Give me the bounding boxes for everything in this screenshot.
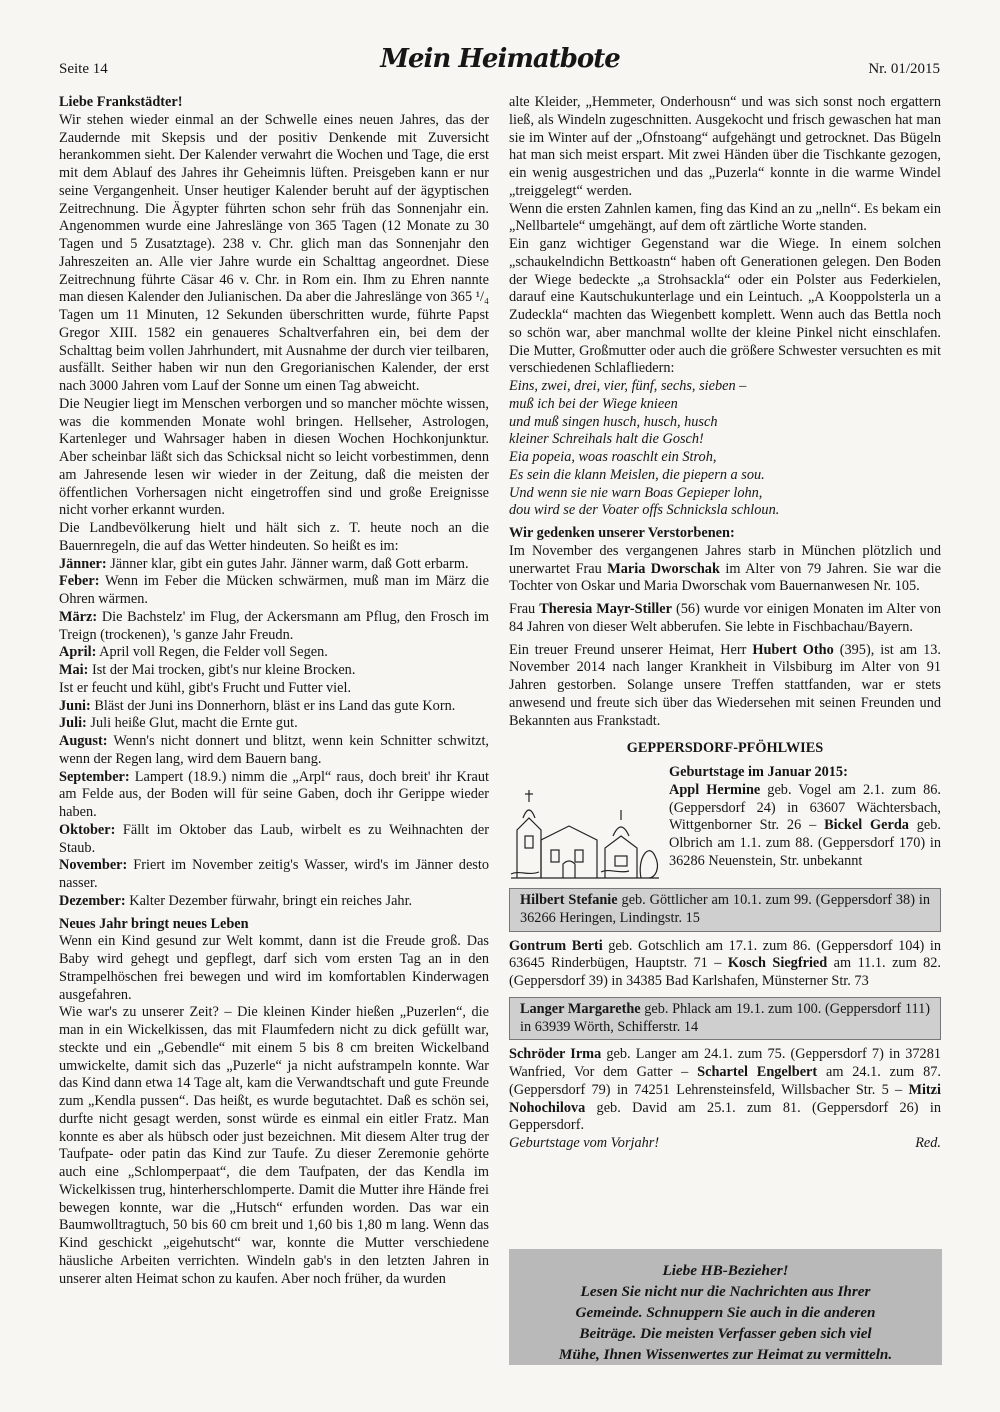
verse-line: Und wenn sie nie warn Boas Gepieper lohn,	[509, 484, 763, 501]
paragraph: Wir stehen wieder einmal an der Schwelle eines neuen Jahres, das der Zaudernde mit Skepsis und der positiv Denkende mit Zuversicht herankommen sieht. Der Kalender verwahrt die Wochen und Tage, die erst mit dem Ablauf des Jahres ihr Geheimnis lüften. Preisgeben kann er nur seine Vergangenheit. Unser heutiger Kalender beruht auf der ägyptischen Zeitrechnung. Die Ägypter führten schon sehr früh das Sonnenjahr ein. Angenommen wurde eine Jahreslänge von 365 Tagen (12 Monate zu 30 Tagen und 5 Zusatztage). 238 v. Chr. glich man das Sonnenjahr den Jahreszeiten an. Alle vier Jahre wurde ein Schalttag angeordnet. Diese Zeitrechnung führte Cäsar 46 v. Chr. in Rom ein. Ihm zu Ehren nannte man diesen Kalender den Julianischen. Da aber die Jahreslänge von 365 ¹/₄ Tagen um 11 Minuten, 12 Sekunden überschritten wurde, führte Papst Gregor XIII. 1582 ein genaueres Schaltverfahren ein, bei dem der Schalttag beim vollen Jahrhundert, mit Ausnahme der durch vier teilbaren, ausfällt. Seither haben wir nun den Gregorianischen Kalender, der erst nach 3000 Jahren vom Lauf der Sonne um einen Tag abweicht.	[59, 111, 489, 394]
rule-text: Ist er feucht und kühl, gibt's Frucht und Futter viel.	[59, 679, 352, 696]
verse-line: Es sein die klann Meislen, die piepern a sou.	[509, 466, 765, 483]
highlight-birthday-entry: Hilbert Stefanie geb. Göttlicher am 10.1. zum 99. (Geppersdorf 38) in 36266 Heringen, Lindingstr. 15	[509, 888, 941, 932]
paragraph: Die Landbevölkerung hielt und hält sich z. T. heute noch an die Bauernregeln, die auf das Wetter hindeuten. So heißt es im:	[59, 520, 489, 554]
rule-item	[59, 556, 489, 574]
masthead-title: Mein Heimatbote	[380, 44, 620, 74]
person-name: Langer Margarethe	[520, 1000, 641, 1017]
birthday-text	[669, 764, 941, 882]
verse-line: Eia popeia, woas roaschlt ein Stroh,	[509, 449, 717, 465]
rule-text: Kalter Dezember fürwahr, bringt ein reiches Jahr.	[125, 892, 413, 909]
deceased-name: Theresia Mayr-Stiller	[539, 601, 672, 617]
notice-line: Liebe HB-Bezieher!	[662, 1262, 789, 1279]
rule-item	[59, 609, 489, 645]
paragraph: Wenn ein Kind gesund zur Welt kommt, dann ist die Freude groß. Das Baby wird gehegt und gepflegt, darf sich vom ersten Tag an in den Strampelhöschen frei bewegen und wird im komfortablen Kinderwagen ausgefahren.	[59, 933, 489, 1003]
birthday-footer	[509, 1135, 941, 1153]
rule-item	[59, 769, 489, 822]
birthday-entry: Gontrum Berti geb. Gotschlich am 17.1. zum 86. (Geppersdorf 104) in 63645 Rinderbügen, Hauptstr. 71 – Kosch Siegfried am 11.1. zum 82. (Geppersdorf 39) in 34385 Bad Karlshafen, Münsterner Str. 73	[509, 937, 941, 989]
section-heading: Liebe Frankstädter!	[59, 94, 183, 110]
verse-line: Eins, zwei, drei, vier, fünf, sechs, sieben –	[509, 378, 747, 394]
rule-month: Dezember:	[59, 892, 126, 909]
person-name: Schröder Irma	[509, 1046, 602, 1063]
obituary-heading: Wir gedenken unserer Verstorbenen:	[509, 525, 735, 541]
page-number: Seite 14	[59, 61, 108, 77]
person-name: Appl Hermine	[669, 781, 761, 798]
person-name: Schartel Engelbert	[697, 1064, 818, 1080]
paragraph: Wenn die ersten Zahnlen kamen, fing das Kind an zu „nelln“. Es bekam ein „Nellbartele“ umgehängt, auf dem oft zärtliche Worte standen.	[509, 200, 941, 235]
rule-month: November:	[59, 857, 128, 874]
verse-line: kleiner Schreihals halt die Gosch!	[509, 431, 704, 448]
highlight-birthday-entry: Langer Margarethe geb. Phlack am 19.1. zum 100. (Geppersdorf 111) in 63939 Wörth, Schifferstr. 14	[509, 997, 941, 1041]
rule-month: Feber:	[59, 573, 100, 590]
rule-text: Lampert (18.9.) nimm die „Arpl“ raus, doch breit' ihr Kraut am Felde aus, der Boden will für seine Gaben, doch ihr Gerippe wieder haben.	[59, 768, 489, 820]
verse-line: und muß singen husch, husch, husch	[509, 413, 718, 430]
rule-text: Friert im November zeitig's Wasser, wird's im Jänner desto nasser.	[59, 857, 489, 891]
rule-month: Juli:	[59, 715, 87, 732]
rule-item	[59, 857, 489, 893]
notice-line: Mühe, Ihnen Wissenwertes zur Heimat zu vermitteln.	[558, 1346, 893, 1363]
person-name: Gontrum Berti	[509, 937, 603, 954]
birthday-entry: Schröder Irma geb. Langer am 24.1. zum 75. (Geppersdorf 7) in 37281 Wanfried, Vor dem Gatter – Schartel Engelbert am 24.1. zum 87. (Geppersdorf 79) in 74251 Lehrensteinsfeld, Willsbacher Str. 5 – Mitzi Nohochilova geb. David am 25.1. zum 81. (Geppersdorf 26) in Geppersdorf.	[509, 1046, 941, 1134]
rule-item	[59, 893, 489, 911]
rule-month: Juni:	[59, 697, 91, 714]
rule-text: Ist der Mai trocken, gibt's nur kleine Brocken.	[88, 662, 356, 678]
rule-text: Fällt im Oktober das Laub, wirbelt es zu Weihnachten der Staub.	[59, 821, 489, 856]
rule-text: Wenn's nicht donnert und blitzt, wenn kein Schnitter schwitzt, wenn der Regen lang, wird dem Bauern bang.	[59, 733, 489, 767]
rule-item	[59, 680, 489, 698]
rule-item	[59, 662, 489, 680]
rule-month: Mai:	[59, 662, 89, 678]
previous-year-note: Geburtstage vom Vorjahr!	[509, 1135, 660, 1151]
farmer-rules-list	[59, 556, 489, 911]
left-column	[59, 94, 489, 1288]
rule-text: April voll Regen, die Felder voll Segen.	[96, 644, 328, 661]
lullaby-verse	[509, 378, 941, 520]
rule-item	[59, 573, 489, 609]
person-name: Hilbert Stefanie	[520, 892, 618, 908]
rule-item	[59, 822, 489, 858]
obituary-paragraph: Frau Theresia Mayr-Stiller (56) wurde vor einigen Monaten im Alter von 84 Jahren von dieser Welt abberufen. Sie lebte in Fischbachau/Bayern.	[509, 601, 942, 635]
rule-text: Die Bachstelz' im Flug, der Ackersmann am Pflug, den Frosch im Treign (trockenen), 's ganze Jahr Freudn.	[59, 608, 489, 643]
notice-line: Lesen Sie nicht nur die Nachrichten aus Ihrer	[580, 1283, 871, 1300]
deceased-name: Maria Dworschak	[607, 560, 720, 577]
rule-month: Jänner:	[59, 555, 107, 572]
person-name: Mitzi Nohochilova	[509, 1081, 941, 1116]
rule-item	[59, 644, 489, 662]
paragraph: Ein ganz wichtiger Gegenstand war die Wiege. In einem solchen „schaukelndichn Bettkoastn“ haben oft Generationen gelegen. Den Boden der Wiege bedeckte „a Strohsackla“ oder ein Polster aus Federkielen, darauf eine Kautschukunterlage und ein Leintuch. „A Kooppolsterla un a Zudeckla“ machten das Wiegenbett komplett. Wenn auch das Bettla noch so schön war, aber manchmal wollte der kleine Pinkel nicht einschlafen. Die Mutter, Großmutter oder auch die größere Schwester versuchten es mit verschiedenen Schlafliedern:	[509, 236, 941, 377]
editor-signature: Red.	[915, 1135, 941, 1151]
rule-month: Oktober:	[59, 821, 116, 838]
rule-month: April:	[59, 644, 97, 661]
rule-month: März:	[59, 608, 98, 625]
rule-text: Juli heiße Glut, macht die Ernte gut.	[86, 715, 298, 732]
rule-text: Bläst der Juni ins Donnerhorn, bläst er ins Land das gute Korn.	[90, 697, 456, 714]
church-illustration-icon	[509, 778, 661, 882]
village-heading: GEPPERSDORF-PFÖHLWIES	[626, 740, 824, 757]
rule-item	[59, 733, 489, 769]
rule-month: September:	[59, 768, 130, 785]
birthday-entry: Appl Hermine geb. Vogel am 2.1. zum 86. (Geppersdorf 24) in 63607 Wächtersbach, Wittgenborner Str. 26 – Bickel Gerda geb. Olbrich am 1.1. zum 88. (Geppersdorf 170) in 36286 Neuenstein, Str. unbekannt	[669, 781, 941, 869]
issue-number: Nr. 01/2015	[868, 61, 940, 77]
person-name: Bickel Gerda	[824, 817, 909, 834]
rule-month: August:	[59, 733, 108, 749]
section-heading: Neues Jahr bringt neues Leben	[59, 915, 249, 932]
verse-line: muß ich bei der Wiege knieen	[509, 395, 678, 412]
paragraph: alte Kleider, „Hemmeter, Onderhousn“ und was sich sonst noch ergattern ließ, als Windeln zugeschnitten. Ausgekocht und frisch gewaschen hat man sie im Winter auf der „Ofnstoang“ aufgehängt und getrocknet. Das Bügeln hat man sich meist erspart. Mit zwei Händen über die Tischkante gezogen, ein wenig ausgestrichen und das „Puzerla“ konnte in die warme Windel „treiggelegt“ werden.	[509, 94, 941, 199]
reader-notice-box	[509, 1249, 942, 1365]
paragraph: Wie war's zu unserer Zeit? – Die kleinen Kinder hießen „Puzerlen“, die man in ein Wickelkissen, das mit Flaumfedern nicht zu dick gefüllt war, steckte und ein „Gebendle“ mit einem 5 bis 8 cm breiten Wickelband umwickelte, damit sich das „Puzerle“ ja nicht aufstrampeln konnte. War das Kind dann etwa 14 Tage alt, kam die Verwandtschaft und gute Freunde zum „Kendla pussen“. Das heißt, es wurde begutachtet. Daß es schön sei, durfte nicht gesagt werden, sonst würde es einmal ein eitler Fratz. Man konnte es aber als hübsch oder just bezeichnen. Mit diesem Alter trug der Taufpate- oder patin das Kind zur Taufe. Zu dieser Zeremonie gehörte auch eine „Schlomperpaat“, die dem Taufpaten, der das Kendla im Wickelkissen trug, hinterherschlomperte. Damit die Mutter ihre Hände frei bewegen konnte, war die „Hutsch“ erfunden worden. Das war ein Baumwolltragtuch, 50 bis 60 cm breit und 1,60 bis 1,80 m lang. Wenn das Kind geschickt „eigehutscht“ war, konnte die Mutter verschiedene häusliche Arbeiten verrichten. Windeln gab's in den letzten Jahren in unserer alten Heimat schon zu kaufen. Aber noch früher, da wurden	[59, 1004, 489, 1287]
person-name: Kosch Siegfried	[727, 955, 828, 972]
right-column	[509, 94, 941, 1153]
paragraph: Die Neugier liegt im Menschen verborgen und so mancher möchte wissen, was die kommenden Monate wohl bringen. Hellseher, Astrologen, Kartenleger und Wahrsager haben in diesen Wochen Hochkonjunktur. Aber scheinbar läßt sich das Schicksal nicht so leicht vorbestimmen, denn am Jahresende lesen wir wieder in der Zeitung, daß die meisten der öffentlichen Vorhersagen nicht eingetroffen sind und große Ereignisse nicht vorher erkannt wurden.	[59, 395, 489, 519]
rule-text: Jänner klar, gibt ein gutes Jahr. Jänner warm, daß Gott erbarm.	[106, 555, 469, 572]
birthday-heading: Geburtstage im Januar 2015:	[669, 764, 848, 780]
rule-item	[59, 698, 489, 716]
notice-line: Beiträge. Die meisten Verfasser geben sich viel	[579, 1325, 872, 1342]
obituary-paragraph: Im November des vergangenen Jahres starb in München plötzlich und unerwartet Frau Maria Dworschak im Alter von 79 Jahren. Sie war die Tochter von Oskar und Maria Dworschak vom Bauernanwesen Nr. 105.	[509, 542, 941, 595]
obituary-paragraph: Ein treuer Freund unserer Heimat, Herr Hubert Otho (395), ist am 13. November 2014 nach langer Krankheit in Vilsbiburg im Alter von 91 Jahren gestorben. Solange unsere Treffen stattfanden, war er stets anwesend und freute sich über das Wiedersehen mit seinen Freunden und Bekannten aus Frankstadt.	[509, 641, 941, 729]
birthday-block	[509, 764, 941, 882]
notice-line: Gemeinde. Schnuppern Sie auch in die anderen	[575, 1304, 876, 1321]
rule-text: Wenn im Feber die Mücken schwärmen, muß man im März die Ohren wärmen.	[59, 573, 489, 607]
deceased-name: Hubert Otho	[752, 641, 834, 658]
rule-item	[59, 715, 489, 733]
verse-line: dou wird se der Voater offs Schnicksla schloun.	[509, 502, 780, 519]
